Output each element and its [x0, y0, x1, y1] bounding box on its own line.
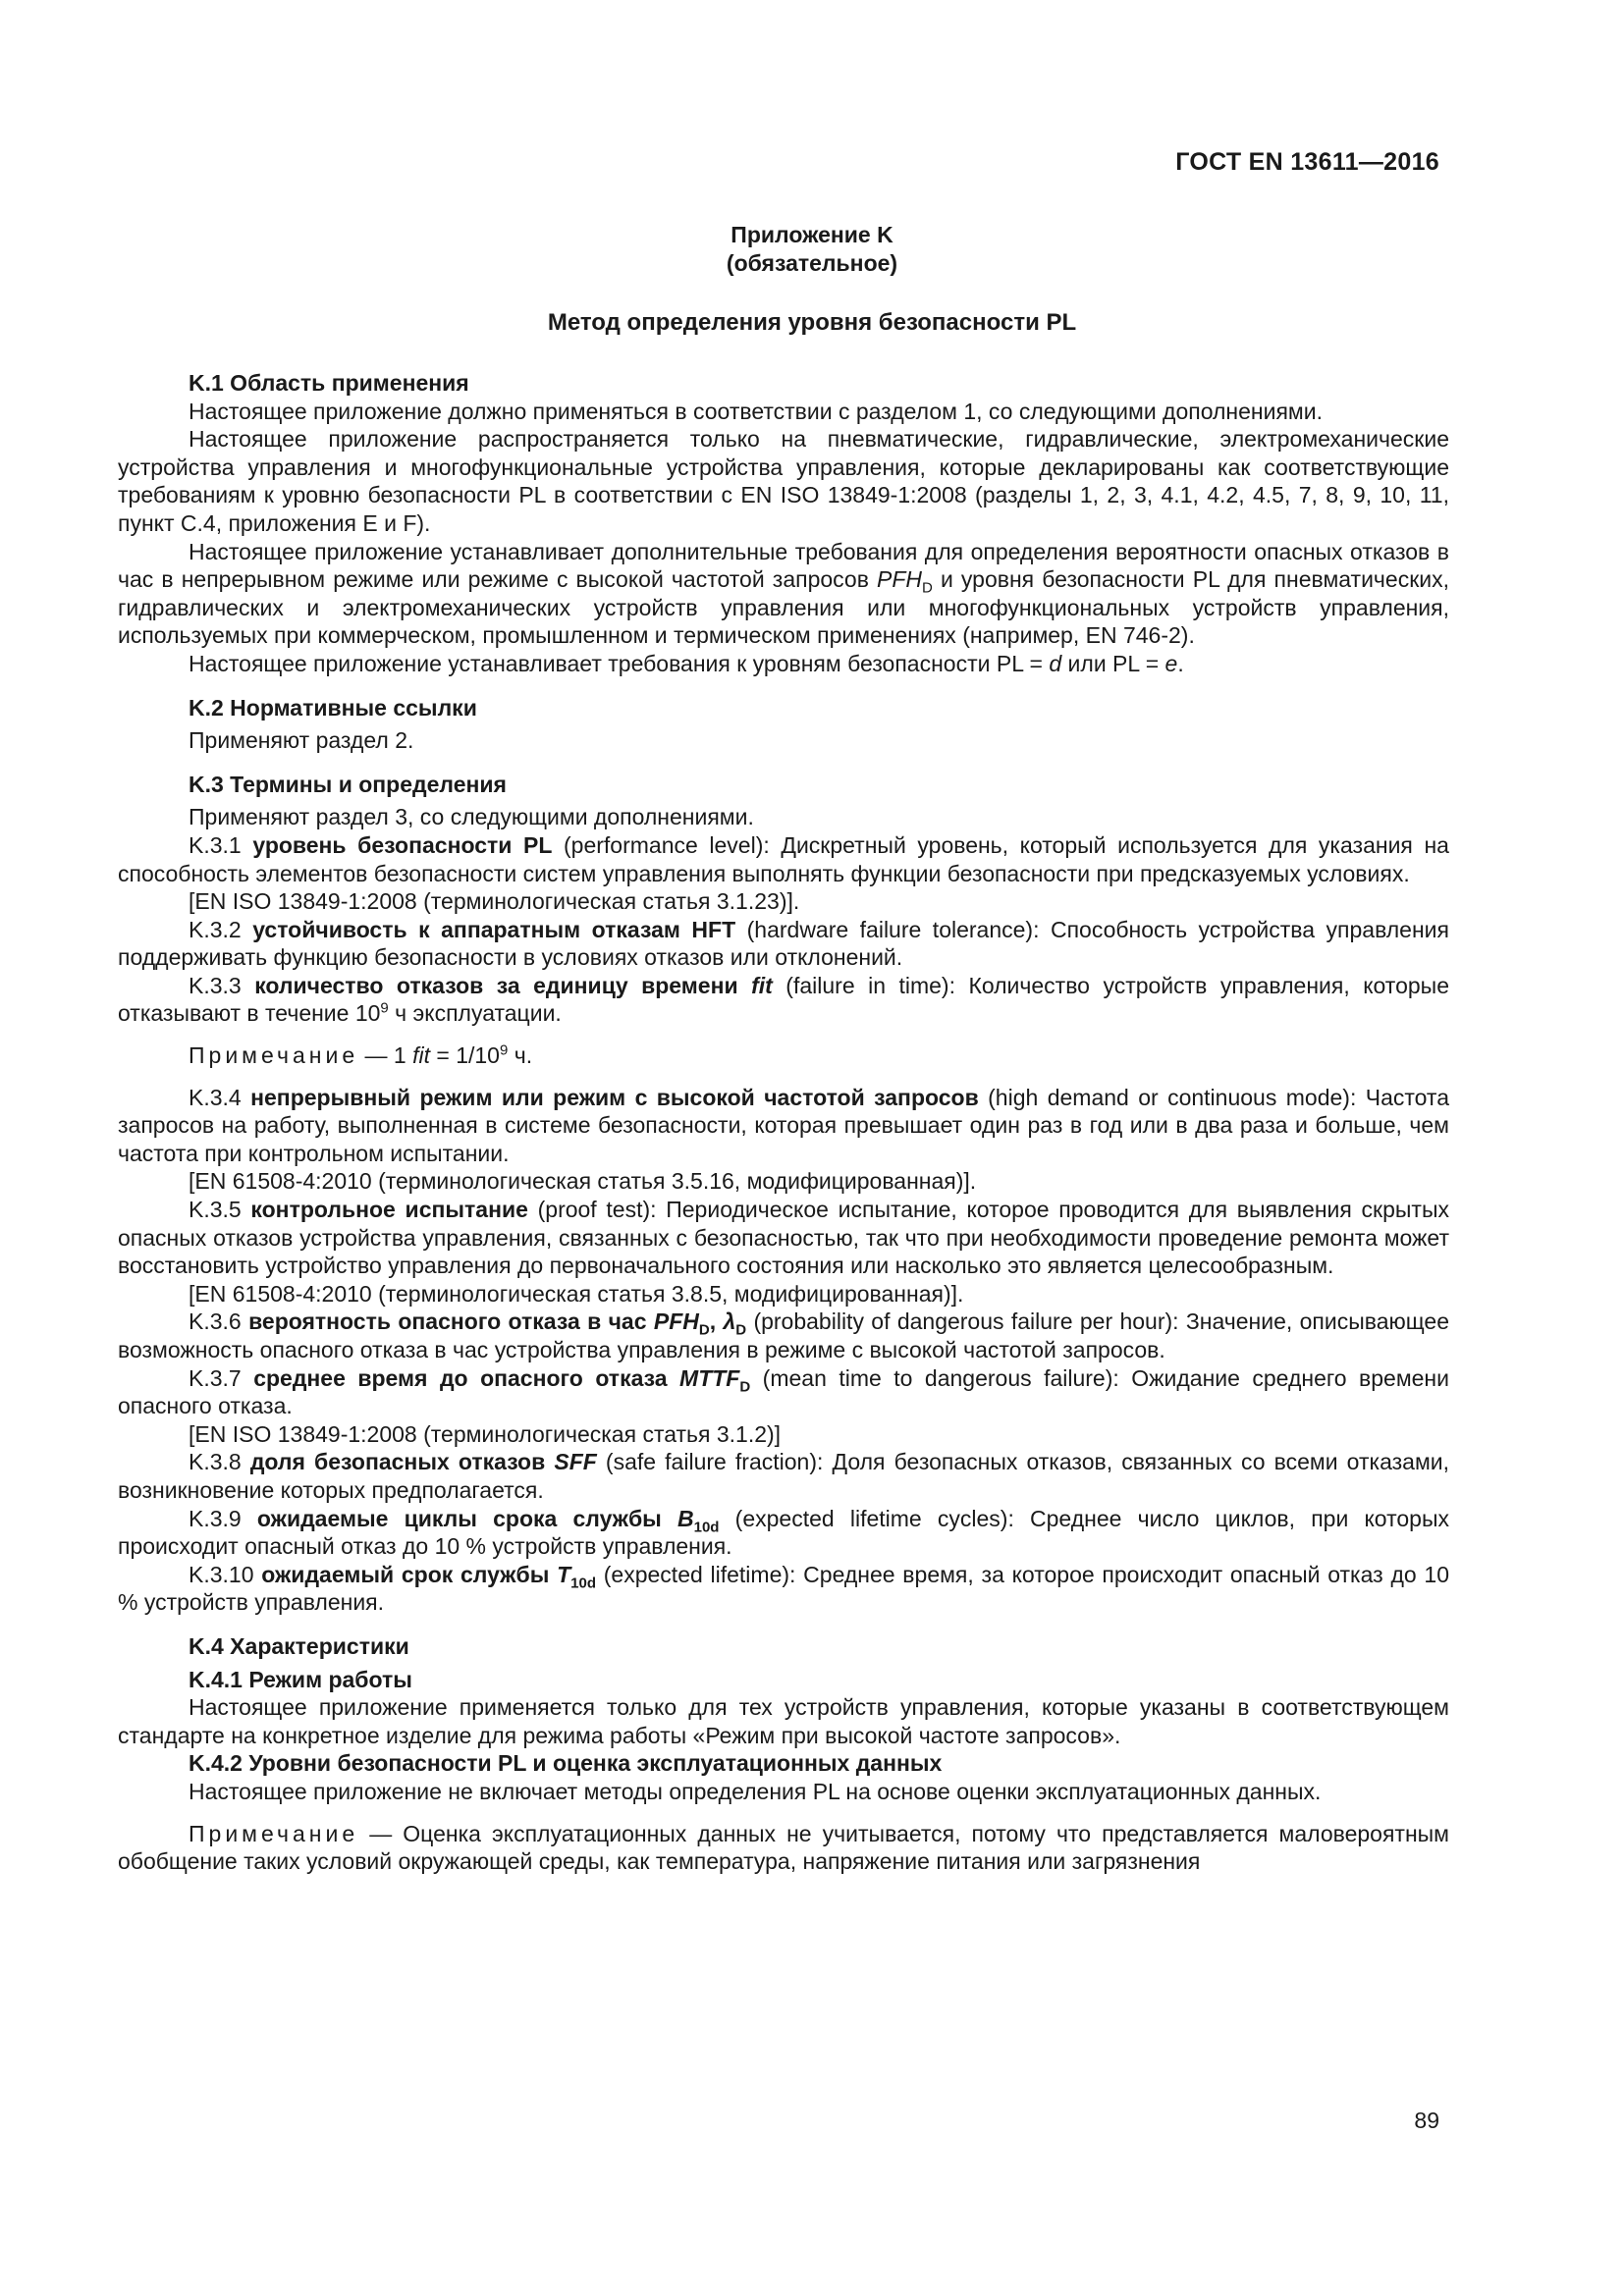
term-k3-6: K.3.6 вероятность опасного отказа в час $PFH_D$, $\lambda_D$ (probability of dangerous failure per hour): Значение, описывающее возможность опасного отказа в час устройства управления в режиме с высокой частотой запросов.	[118, 1308, 1449, 1362]
section-k4-1-heading: K.4.1 Режим работы	[189, 1666, 412, 1692]
section-k1-heading: K.1 Область применения	[189, 370, 469, 396]
section-k1-paragraph-4: Настоящее приложение устанавливает требования к уровням безопасности PL = d или PL = e.	[189, 650, 1184, 676]
section-k3-intro: Применяют раздел 3, со следующими дополнениями.	[189, 804, 754, 830]
term-k3-5: K.3.5 контрольное испытание (proof test): Периодическое испытание, которое проводится для выявления скрытых опасных отказов устройства управления, связанных с безопасностью, так что при необходимости проведение ремонта может восстановить устройство управления до первоначального состояния или насколько это является целесообразным.	[118, 1197, 1450, 1279]
term-k3-7: K.3.7 среднее время до опасного отказа $MTTF_D$ (mean time to dangerous failure): Ожидание среднего времени опасного отказа.	[118, 1364, 1449, 1419]
document-body	[118, 369, 1449, 1876]
section-k4-2-heading: K.4.2 Уровни безопасности PL и оценка эксплуатационных данных	[189, 1750, 943, 1777]
term-k3-10: K.3.10 ожидаемый срок службы $T_{10d}$ (expected lifetime): Среднее время, за которое происходит опасный отказ до 10 % устройств управления.	[118, 1561, 1449, 1616]
section-k4-heading: K.4 Характеристики	[189, 1632, 409, 1659]
note-operational-data: Примечание — Оценка эксплуатационных данных не учитывается, потому что представляется маловероятным обобщение таких условий окружающей среды, как температура, напряжение питания или загрязнения	[118, 1820, 1449, 1875]
term-k3-4: K.3.4 непрерывный режим или режим с высокой частотой запросов (high demand or continuous mode): Частота запросов на работу, выполненная в системе безопасности, которая превышает один раз в год или в два раза и больше, чем частота при контрольном испытании.	[118, 1084, 1449, 1166]
note-fit: Примечание — 1 fit = $1/10^9$ ч.	[189, 1041, 533, 1069]
annex-heading: Метод определения уровня безопасности PL	[547, 309, 1077, 336]
term-k3-3: K.3.3 количество отказов за единицу времени fit (failure in time): Количество устройств управления, которые отказывают в течение $10^9$ ч эксплуатации.	[118, 972, 1449, 1027]
term-k3-4-reference: [EN 61508-4:2010 (терминологическая статья 3.5.16, модифицированная)].	[189, 1168, 977, 1195]
section-k4-2-paragraph: Настоящее приложение не включает методы определения PL на основе оценки эксплуатационных данных.	[189, 1778, 1322, 1804]
term-k3-2: K.3.2 устойчивость к аппаратным отказам HFT (hardware failure tolerance): Способность устройства управления поддерживать функцию безопасности в условиях отказов или отклонений.	[118, 916, 1449, 971]
section-k3-heading: K.3 Термины и определения	[189, 771, 507, 797]
document-id: ГОСТ EN 13611—2016	[1175, 148, 1439, 176]
annex-status: (обязательное)	[726, 250, 898, 276]
term-k3-9: K.3.9 ожидаемые циклы срока службы $B_{10d}$ (expected lifetime cycles): Среднее число циклов, при которых происходит опасный отказ до 10 % устройств управления.	[118, 1505, 1449, 1560]
term-k3-1: K.3.1 уровень безопасности PL (performance level): Дискретный уровень, который используется для указания на способность элементов безопасности систем управления выполнять функции безопасности при предсказуемых условиях.	[118, 831, 1449, 886]
term-k3-5-reference: [EN 61508-4:2010 (терминологическая статья 3.8.5, модифицированная)].	[189, 1280, 964, 1307]
section-k2-heading: K.2 Нормативные ссылки	[189, 694, 477, 721]
section-k1-paragraph-2: Настоящее приложение распространяется только на пневматические, гидравлические, электромеханические устройства управления и многофункциональные устройства управления, которые декларированы как соответствующие требованиям к уровню безопасности PL в соответствии с EN ISO 13849-1:2008 (разделы 1, 2, 3, 4.1, 4.2, 4.5, 7, 8, 9, 10, 11, пункт C.4, приложения E и F).	[118, 426, 1449, 536]
annex-title: Приложение K	[731, 222, 893, 247]
section-k4-1-paragraph: Настоящее приложение применяется только для тех устройств управления, которые указаны в соответствующем стандарте на конкретное изделие для режима работы «Режим при высокой частоте запросов».	[118, 1694, 1449, 1748]
section-k1-paragraph-1: Настоящее приложение должно применяться в соответствии с разделом 1, со следующими дополнениями.	[189, 398, 1323, 424]
page-number: 89	[1414, 2108, 1439, 2133]
term-k3-1-reference: [EN ISO 13849-1:2008 (терминологическая статья 3.1.23)].	[189, 888, 800, 915]
section-k1-paragraph-3: Настоящее приложение устанавливает дополнительные требования для определения вероятности опасных отказов в час в непрерывном режиме или режиме с высокой частотой запросов $PFH_D$ и уровня безопасности PL для пневматических, гидравлических и электромеханических устройств управления или многофункциональных устройств управления, используемых при коммерческом, промышленном и термическом применениях (например, EN 746-2).	[118, 538, 1449, 649]
term-k3-8: K.3.8 доля безопасных отказов SFF (safe failure fraction): Доля безопасных отказов, связанных со всеми отказами, возникновение которых предполагается.	[118, 1449, 1449, 1503]
section-k2-paragraph: Применяют раздел 2.	[189, 727, 414, 754]
term-k3-7-reference: [EN ISO 13849-1:2008 (терминологическая статья 3.1.2)]	[189, 1420, 782, 1447]
